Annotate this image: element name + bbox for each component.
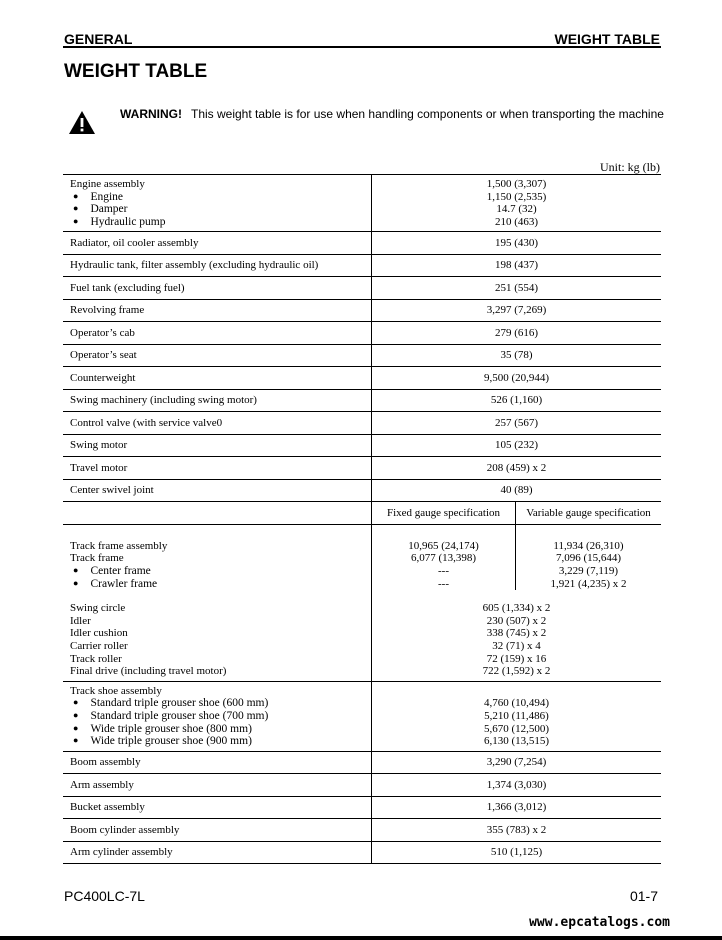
row-value: 338 (745) x 2 (486, 627, 547, 640)
value-cell (372, 524, 662, 681)
warning-message (120, 107, 664, 121)
row-value: 32 (71) x 4 (492, 640, 541, 653)
row-value: 279 (616) (372, 322, 662, 345)
row-value: 1,366 (3,012) (372, 796, 662, 819)
row-value: 10,965 (24,174) (408, 539, 479, 552)
row-label: Engine assembly (70, 178, 145, 190)
table-row (63, 751, 661, 774)
gauge-header-row (63, 502, 661, 525)
header-divider (63, 46, 661, 48)
row-label: Track roller (70, 652, 122, 665)
list-item: ● Engine (70, 191, 371, 204)
row-label: Track frame assembly (70, 539, 168, 552)
model-number: PC400LC-7L (64, 888, 145, 904)
list-item: ● Standard triple grouser shoe (600 mm) (70, 697, 371, 710)
row-value: 722 (1,592) x 2 (482, 665, 551, 678)
row-label: Swing machinery (including swing motor) (63, 389, 372, 412)
row-value: 5,210 (11,486) (484, 710, 549, 722)
table-row (63, 367, 661, 390)
page-number: 01-7 (629, 888, 658, 904)
warning-icon (68, 110, 96, 135)
row-value: 251 (554) (372, 277, 662, 300)
table-row (63, 479, 661, 502)
row-label: Carrier roller (70, 640, 128, 653)
row-value: --- (438, 577, 449, 590)
row-label: Boom cylinder assembly (63, 819, 372, 842)
row-label: Radiator, oil cooler assembly (63, 232, 372, 255)
row-value: 208 (459) x 2 (372, 457, 662, 480)
row-label: Boom assembly (63, 751, 372, 774)
unit-label: Unit: kg (lb) (600, 160, 660, 174)
list-item: ● Standard triple grouser shoe (700 mm) (70, 710, 371, 723)
row-label: Control valve (with service valve0 (63, 412, 372, 435)
row-value: 72 (159) x 16 (486, 652, 547, 665)
list-item: ● Hydraulic pump (70, 216, 371, 229)
row-value: --- (438, 565, 449, 578)
row-value: 510 (1,125) (372, 841, 662, 864)
label-cell (63, 175, 372, 232)
row-value: 210 (463) (494, 215, 539, 228)
table-row (63, 796, 661, 819)
track-shoe-row (63, 681, 661, 751)
variable-gauge-header: Variable gauge specification (526, 506, 651, 519)
row-value: 230 (507) x 2 (486, 614, 547, 627)
row-label: Arm assembly (63, 774, 372, 797)
list-item: ● Wide triple grouser shoe (800 mm) (70, 723, 371, 736)
row-label: Track frame (70, 552, 124, 565)
fixed-gauge-header: Fixed gauge specification (372, 502, 516, 524)
row-value: 7,096 (15,644) (555, 552, 622, 565)
table-row (63, 344, 661, 367)
page-title: WEIGHT TABLE (64, 61, 208, 82)
row-value: 6,077 (13,398) (410, 552, 477, 565)
watermark: www.epcatalogs.com (529, 915, 670, 930)
table-row (63, 389, 661, 412)
list-item: ● Damper (70, 203, 371, 216)
row-value: 4,760 (10,494) (483, 697, 550, 710)
variable-gauge-values (516, 525, 662, 590)
label-cell (63, 502, 372, 525)
table-row (63, 819, 661, 842)
row-value: 1,374 (3,030) (372, 774, 662, 797)
row-label: Center swivel joint (63, 479, 372, 502)
row-label: Operator’s cab (63, 322, 372, 345)
row-value: 3,229 (7,119) (558, 565, 619, 578)
row-value: 6,130 (13,515) (483, 735, 550, 748)
value-cell (372, 681, 662, 751)
row-label: Idler (70, 614, 91, 627)
table-row (63, 277, 661, 300)
row-label: Swing circle (70, 602, 126, 615)
row-label: Bucket assembly (63, 796, 372, 819)
table-row (63, 299, 661, 322)
row-value: 35 (78) (372, 344, 662, 367)
row-value: 1,150 (2,535) (486, 190, 547, 203)
row-value: 1,921 (4,235) x 2 (550, 577, 627, 590)
row-value: 14.7 (32) (496, 203, 537, 216)
row-value: 9,500 (20,944) (372, 367, 662, 390)
table-row (63, 434, 661, 457)
undercarriage-row (63, 524, 661, 681)
table-row (63, 841, 661, 864)
label-cell (63, 681, 372, 751)
gauge-header-cell (372, 502, 662, 525)
row-value: 1,500 (3,307) (486, 178, 547, 190)
warning-label: WARNING! (120, 107, 182, 121)
bottom-bar (0, 936, 722, 940)
row-label: Swing motor (63, 434, 372, 457)
row-label: Hydraulic tank, filter assembly (excluding hydraulic oil) (63, 254, 372, 277)
fixed-gauge-values (372, 525, 516, 590)
row-value: 195 (430) (372, 232, 662, 255)
row-value: 526 (1,160) (372, 389, 662, 412)
row-label: Fuel tank (excluding fuel) (63, 277, 372, 300)
row-value: 257 (567) (372, 412, 662, 435)
table-row (63, 457, 661, 480)
row-label: Track shoe assembly (70, 684, 162, 697)
row-label: Travel motor (63, 457, 372, 480)
undercarriage-values (372, 602, 661, 678)
row-value: 105 (232) (372, 434, 662, 457)
table-row (63, 254, 661, 277)
gauge-header (372, 502, 661, 524)
label-cell (63, 524, 372, 681)
row-value: 3,290 (7,254) (372, 751, 662, 774)
row-value: 355 (783) x 2 (372, 819, 662, 842)
row-label: Counterweight (63, 367, 372, 390)
warning-text: This weight table is for use when handling components or when transporting the machine (191, 107, 664, 121)
list-item: ● Crawler frame (70, 578, 371, 591)
table-row (63, 322, 661, 345)
row-label: Idler cushion (70, 627, 128, 640)
row-value: 5,670 (12,500) (483, 722, 550, 735)
table-row (63, 774, 661, 797)
row-label: Final drive (including travel motor) (70, 665, 227, 678)
table-row (63, 175, 661, 232)
page-header-title: WEIGHT TABLE (554, 31, 660, 47)
row-value: 3,297 (7,269) (372, 299, 662, 322)
row-label: Arm cylinder assembly (63, 841, 372, 864)
row-value: 40 (89) (372, 479, 662, 502)
value-cell (372, 175, 662, 232)
row-value: 198 (437) (372, 254, 662, 277)
list-item: ● Center frame (70, 565, 371, 578)
row-value: 11,934 (26,310) (553, 539, 624, 552)
row-label: Revolving frame (63, 299, 372, 322)
row-value: 605 (1,334) x 2 (482, 602, 551, 615)
list-item: ● Wide triple grouser shoe (900 mm) (70, 735, 371, 748)
weight-table (63, 174, 661, 864)
section-header: GENERAL (64, 31, 133, 47)
gauge-values (372, 525, 661, 590)
row-label: Operator’s seat (63, 344, 372, 367)
table-row (63, 232, 661, 255)
table-row (63, 412, 661, 435)
